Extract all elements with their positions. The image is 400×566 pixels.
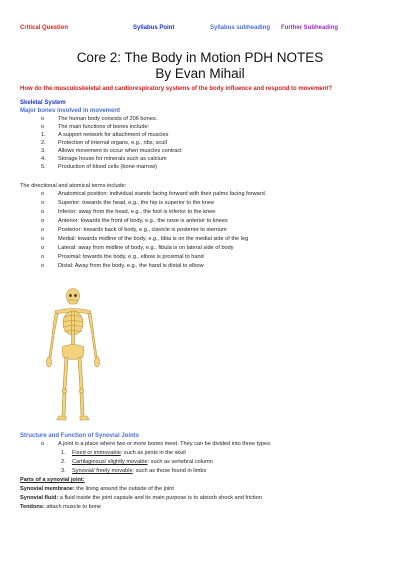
part-desc: the lining around the outside of the joint (74, 486, 174, 492)
bullet-marker: o (41, 227, 45, 233)
term-item: Inferior: away from the head, e.g., the foot is inferior to the knee (58, 209, 216, 215)
term-item: Posterior: towards back of body, e.g., clavicle is posterior to sternum (58, 227, 227, 233)
terms-intro: The directional and atomical terms include: (20, 183, 127, 189)
list-item: The main functions of bones include: (58, 124, 150, 130)
term-item: Distal: Away from the body, e.g., the hand is distal to elbow (58, 263, 204, 269)
part-term: Synovial membrane: (20, 486, 75, 492)
number-marker: 4. (41, 156, 46, 162)
term-item: Medial: towards midline of the body, e.g., tibia is on the medial side of the leg (58, 236, 249, 242)
bullet-marker: o (41, 116, 45, 122)
bullet-marker: o (41, 245, 45, 251)
list-item: Allows movement to occur when muscles contract (58, 148, 182, 154)
parts-heading: Parts of a synovial joint: (20, 477, 85, 483)
term-item: Anatomical position: individual stands facing forward with their palms facing forward. (58, 191, 267, 197)
list-item: A joint is a place where two or more bones meet. They can be divided into three types: (58, 441, 272, 447)
term-item: Proximal: towards the body, e.g., elbow is proximal to hand (58, 254, 204, 260)
joint-type (72, 450, 186, 457)
part-term: Synovial fluid: (20, 495, 59, 501)
syllabus-point-skeletal: Skeletal System (20, 100, 66, 106)
joint-type-desc: : such as those found in limbs (132, 468, 207, 474)
part-term: Tendons: (20, 504, 45, 510)
joint-type-term: Fixed or immovable (72, 450, 121, 456)
number-marker: 3. (41, 148, 46, 154)
legend-syllabus-point: Syllabus Point (133, 25, 175, 31)
part-item (20, 504, 101, 511)
part-desc: attach muscle to bone (44, 504, 102, 510)
bullet-marker: o (41, 441, 45, 447)
joint-type-desc: : such as vertebral column (147, 459, 213, 465)
list-item: Protection of internal organs, e.g., ribs, scull (58, 140, 167, 146)
term-item: Superior: towards the head, e.g., the hip is superior to the knee (58, 200, 215, 206)
number-marker: 3. (61, 468, 66, 474)
bullet-marker: o (41, 191, 45, 197)
bullet-marker: o (41, 236, 45, 242)
list-item: A support network for attachment of muscles (58, 132, 169, 138)
page-title: Core 2: The Body in Motion PDH NOTES (76, 50, 324, 65)
number-marker: 1. (61, 450, 66, 456)
part-desc: a fluid inside the joint capsule and its main purpose is to absorb shock and friction (58, 495, 262, 501)
joint-type-term: Synovial/ freely movable (72, 468, 133, 474)
term-item: Lateral: away from midline of body, e.g., fibula is on lateral side of body (58, 245, 234, 251)
bullet-marker: o (41, 263, 45, 269)
list-item: Storage house for minerals such as calcium (58, 156, 167, 162)
term-item: Anterior: towards the front of body, e.g., the nose is anterior to knees (58, 218, 228, 224)
list-item: The human body consists of 206 bones. (58, 116, 158, 122)
legend-syllabus-subheading: Syllabus subheading (210, 25, 271, 31)
color-legend (0, 25, 400, 35)
page-author: By Evan Mihail (155, 66, 245, 81)
list-item: Production of blood cells (bone marrow) (58, 164, 157, 170)
number-marker: 1. (41, 132, 46, 138)
subheading-synovial-joints: Structure and Function of Synovial Joints (20, 433, 140, 439)
number-marker: 2. (41, 140, 46, 146)
number-marker: 2. (61, 459, 66, 465)
bullet-marker: o (41, 254, 45, 260)
part-item (20, 495, 262, 502)
number-marker: 5. (41, 164, 46, 170)
legend-critical-question: Critical Question (20, 25, 69, 31)
bullet-marker: o (41, 124, 45, 130)
skeleton-illustration (42, 287, 104, 425)
bullet-marker: o (41, 209, 45, 215)
bullet-marker: o (41, 200, 45, 206)
joint-type (72, 468, 206, 475)
joint-type-term: Cartilaginous/ slightly movable (72, 459, 148, 465)
subheading-major-bones: Major bones involved in movement (20, 108, 121, 114)
legend-further-subheading: Further Subheading (281, 25, 338, 31)
joint-type (72, 459, 213, 466)
part-item (20, 486, 174, 493)
bullet-marker: o (41, 218, 45, 224)
critical-question: How do the musculoskeletal and cardiorespiratory systems of the body influence and respond to movement? (20, 86, 333, 92)
joint-type-desc: : such as joints in the skull (120, 450, 186, 456)
